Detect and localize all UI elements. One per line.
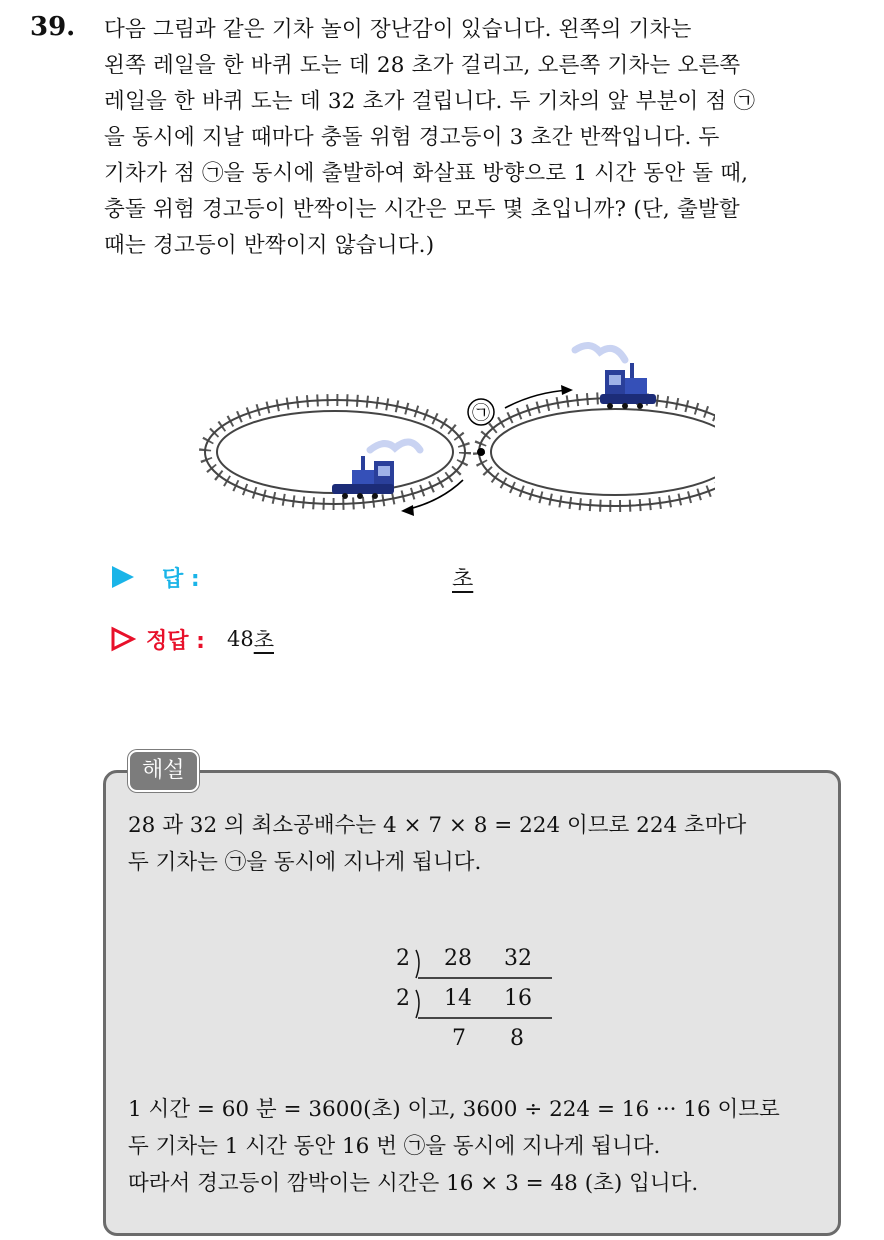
correct-answer-row	[110, 622, 274, 656]
right-arrow-head	[561, 385, 573, 395]
right-track	[479, 398, 715, 506]
question-line: 기차가 점 ㉠을 동시에 출발하여 화살표 방향으로 1 시간 동안 돌 때,	[104, 161, 749, 186]
correct-value: 48	[226, 627, 254, 651]
division-value: 16	[504, 986, 532, 1011]
division-value: 14	[444, 986, 472, 1011]
solution-line: 두 기차는 1 시간 동안 16 번 ㉠을 동시에 지나게 됩니다.	[128, 1134, 661, 1159]
solution-line: 28 과 32 의 최소공배수는 4 × 7 × 8 = 224 이므로 224 초마다	[128, 813, 747, 838]
division-value: 7	[452, 1026, 466, 1051]
correct-label: 정답 :	[146, 628, 205, 654]
solution-line: 따라서 경고등이 깜박이는 시간은 16 × 3 = 48 (초) 입니다.	[128, 1171, 699, 1196]
point-label: ㉠	[472, 403, 490, 424]
divisor: 2	[396, 986, 410, 1011]
question-line: 충돌 위험 경고등이 반짝이는 시간은 모두 몇 초입니까? (단, 출발할	[104, 197, 740, 222]
outline-triangle-icon	[110, 626, 136, 652]
question-line: 을 동시에 지날 때마다 충돌 위험 경고등이 3 초간 반짝입니다. 두	[104, 125, 720, 150]
play-triangle-icon	[110, 564, 136, 590]
question-line: 레일을 한 바퀴 도는 데 32 초가 걸립니다. 두 기차의 앞 부분이 점 ㉠	[104, 89, 756, 114]
left-arrow-head	[401, 505, 414, 516]
solution-line: 1 시간 = 60 분 = 3600(초) 이고, 3600 ÷ 224 = 16 ··· 16 이므로	[128, 1097, 780, 1122]
division-ladder	[380, 940, 580, 1060]
division-value: 32	[504, 946, 532, 971]
solution-tag: 해설	[128, 750, 199, 792]
solution-line: 두 기차는 ㉠을 동시에 지나게 됩니다.	[128, 850, 482, 875]
answer-label: 답 :	[162, 566, 200, 592]
divisor: 2	[396, 946, 410, 971]
train-track-figure	[195, 330, 715, 530]
answer-row	[110, 560, 200, 594]
junction-point	[477, 448, 485, 456]
question-text	[104, 12, 862, 264]
division-value: 28	[444, 946, 472, 971]
question-line: 다음 그림과 같은 기차 놀이 장난감이 있습니다. 왼쪽의 기차는	[104, 17, 692, 42]
division-value: 8	[510, 1026, 524, 1051]
question-line: 왼쪽 레일을 한 바퀴 도는 데 28 초가 걸리고, 오른쪽 기차는 오른쪽	[104, 53, 741, 78]
question-line: 때는 경고등이 반짝이지 않습니다.)	[104, 233, 435, 258]
correct-unit: 초	[253, 628, 274, 652]
question-number: 39.	[30, 12, 76, 42]
answer-unit: 초	[452, 567, 474, 592]
division-lines	[380, 940, 580, 1060]
left-train-icon	[332, 442, 420, 499]
